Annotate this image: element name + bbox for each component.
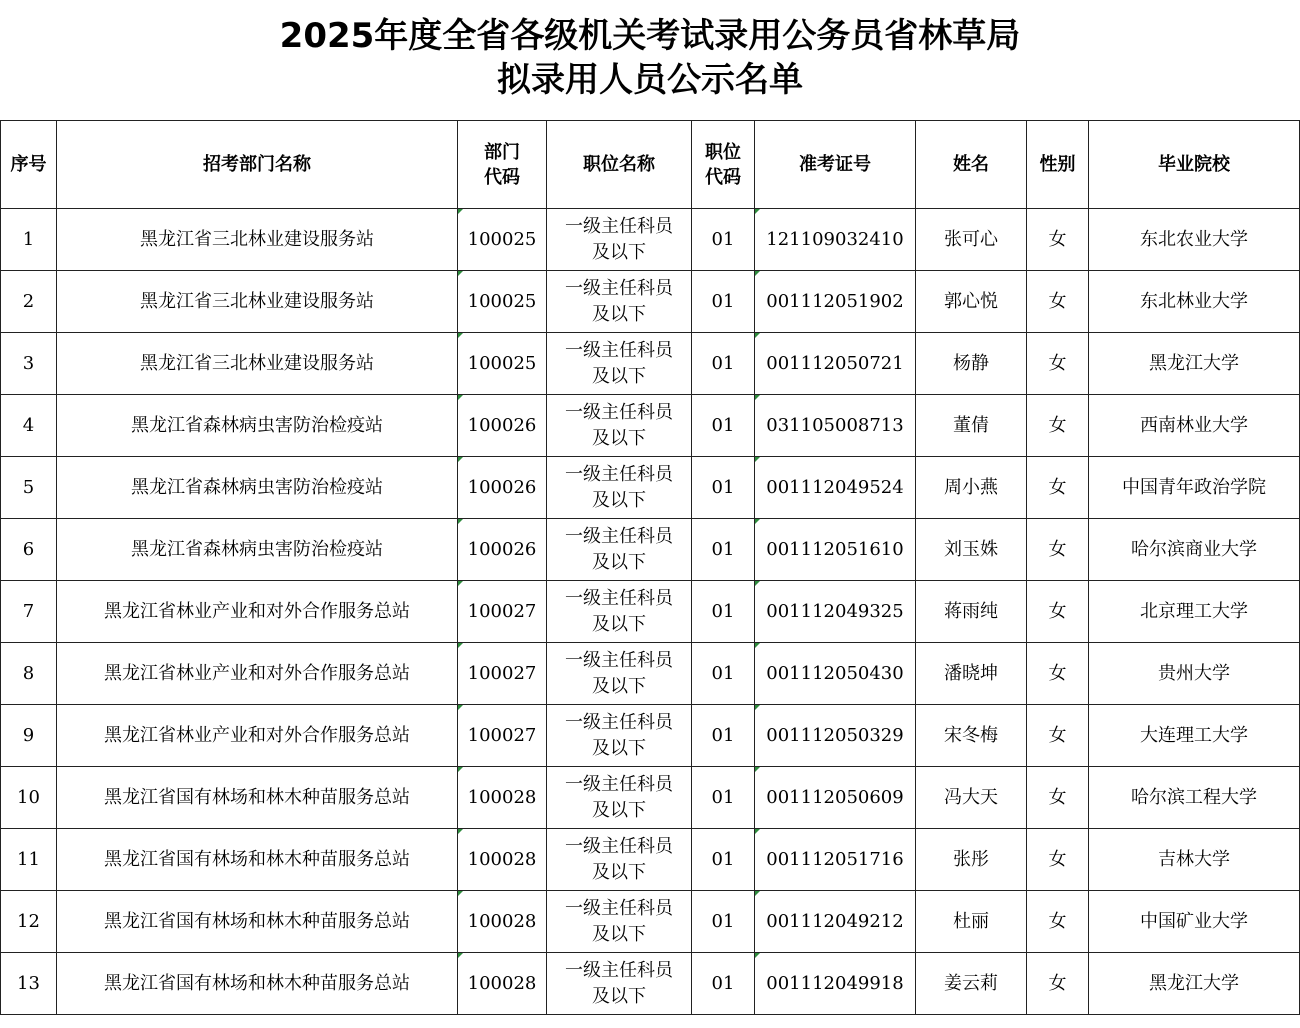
cell-name: 周小燕 [916,457,1027,519]
cell-position-code: 01 [692,333,755,395]
cell-school: 东北林业大学 [1089,271,1300,333]
cell-exam-no: 001112051902 [755,271,916,333]
cell-gender: 女 [1027,953,1089,1015]
cell-exam-no: 001112049212 [755,891,916,953]
cell-position-name [547,209,692,271]
cell-name: 杜丽 [916,891,1027,953]
cell-dept-code: 100027 [458,643,547,705]
position-name-text: 一级主任科员及以下 [565,215,673,263]
cell-gender: 女 [1027,395,1089,457]
cell-gender: 女 [1027,767,1089,829]
cell-position-code: 01 [692,705,755,767]
cell-dept-name: 黑龙江省三北林业建设服务站 [57,271,458,333]
cell-exam-no: 001112051610 [755,519,916,581]
cell-gender: 女 [1027,581,1089,643]
cell-position-code: 01 [692,891,755,953]
cell-position-code: 01 [692,519,755,581]
cell-position-code: 01 [692,395,755,457]
cell-gender: 女 [1027,829,1089,891]
cell-dept-code: 100027 [458,581,547,643]
cell-exam-no: 121109032410 [755,209,916,271]
cell-dept-code: 100027 [458,705,547,767]
position-name-text: 一级主任科员及以下 [565,959,673,1007]
cell-exam-no: 001112050609 [755,767,916,829]
cell-gender: 女 [1027,209,1089,271]
cell-dept-name: 黑龙江省三北林业建设服务站 [57,209,458,271]
cell-position-code: 01 [692,767,755,829]
title-line-2: 拟录用人员公示名单 [497,60,803,100]
cell-gender: 女 [1027,519,1089,581]
cell-seq: 1 [1,209,57,271]
cell-school: 黑龙江大学 [1089,953,1300,1015]
table-row [1,519,1300,581]
position-name-text: 一级主任科员及以下 [565,277,673,325]
cell-seq: 9 [1,705,57,767]
cell-school: 中国矿业大学 [1089,891,1300,953]
header-position-name: 职位名称 [547,121,692,209]
table-row [1,209,1300,271]
cell-dept-code: 100025 [458,333,547,395]
cell-seq: 5 [1,457,57,519]
cell-dept-name: 黑龙江省国有林场和林木种苗服务总站 [57,891,458,953]
cell-dept-name: 黑龙江省森林病虫害防治检疫站 [57,519,458,581]
cell-position-name [547,829,692,891]
header-position-code [692,121,755,209]
title-line-1: 2025年度全省各级机关考试录用公务员省林草局 [279,16,1021,56]
header-exam-no: 准考证号 [755,121,916,209]
cell-position-code: 01 [692,271,755,333]
cell-name: 潘晓坤 [916,643,1027,705]
cell-dept-code: 100028 [458,891,547,953]
cell-name: 张彤 [916,829,1027,891]
document-title [0,0,1300,120]
cell-position-name [547,519,692,581]
cell-dept-name: 黑龙江省林业产业和对外合作服务总站 [57,581,458,643]
cell-dept-name: 黑龙江省森林病虫害防治检疫站 [57,457,458,519]
position-name-text: 一级主任科员及以下 [565,773,673,821]
table-row [1,643,1300,705]
cell-seq: 3 [1,333,57,395]
cell-position-code: 01 [692,209,755,271]
cell-position-code: 01 [692,953,755,1015]
cell-seq: 8 [1,643,57,705]
table-row [1,271,1300,333]
cell-seq: 4 [1,395,57,457]
position-name-text: 一级主任科员及以下 [565,525,673,573]
cell-name: 蒋雨纯 [916,581,1027,643]
cell-dept-name: 黑龙江省林业产业和对外合作服务总站 [57,643,458,705]
cell-exam-no: 001112050721 [755,333,916,395]
cell-gender: 女 [1027,705,1089,767]
table-row [1,705,1300,767]
cell-dept-code: 100028 [458,953,547,1015]
cell-seq: 2 [1,271,57,333]
cell-name: 杨静 [916,333,1027,395]
cell-position-name [547,891,692,953]
cell-exam-no: 001112050430 [755,643,916,705]
cell-position-code: 01 [692,643,755,705]
cell-exam-no: 001112051716 [755,829,916,891]
cell-school: 吉林大学 [1089,829,1300,891]
header-dept-code [458,121,547,209]
cell-seq: 7 [1,581,57,643]
table-row [1,457,1300,519]
cell-seq: 12 [1,891,57,953]
cell-dept-code: 100028 [458,829,547,891]
header-dept-name: 招考部门名称 [57,121,458,209]
cell-gender: 女 [1027,271,1089,333]
cell-dept-name: 黑龙江省森林病虫害防治检疫站 [57,395,458,457]
cell-gender: 女 [1027,457,1089,519]
cell-gender: 女 [1027,333,1089,395]
cell-dept-code: 100025 [458,209,547,271]
cell-dept-name: 黑龙江省国有林场和林木种苗服务总站 [57,829,458,891]
cell-school: 哈尔滨商业大学 [1089,519,1300,581]
cell-name: 张可心 [916,209,1027,271]
cell-position-name [547,333,692,395]
cell-name: 郭心悦 [916,271,1027,333]
cell-exam-no: 001112049918 [755,953,916,1015]
cell-dept-code: 100026 [458,457,547,519]
header-name: 姓名 [916,121,1027,209]
cell-position-name [547,395,692,457]
cell-position-name [547,705,692,767]
cell-seq: 13 [1,953,57,1015]
cell-school: 哈尔滨工程大学 [1089,767,1300,829]
table-row [1,395,1300,457]
cell-name: 刘玉姝 [916,519,1027,581]
cell-exam-no: 001112049524 [755,457,916,519]
cell-dept-name: 黑龙江省林业产业和对外合作服务总站 [57,705,458,767]
header-gender: 性别 [1027,121,1089,209]
header-seq: 序号 [1,121,57,209]
cell-exam-no: 001112049325 [755,581,916,643]
cell-school: 黑龙江大学 [1089,333,1300,395]
table-row [1,829,1300,891]
cell-position-code: 01 [692,457,755,519]
cell-name: 冯大天 [916,767,1027,829]
position-name-text: 一级主任科员及以下 [565,649,673,697]
table-row [1,581,1300,643]
cell-dept-code: 100026 [458,395,547,457]
cell-gender: 女 [1027,891,1089,953]
position-name-text: 一级主任科员及以下 [565,339,673,387]
cell-exam-no: 031105008713 [755,395,916,457]
cell-position-name [547,767,692,829]
header-row [1,121,1300,209]
cell-position-name [547,953,692,1015]
position-name-text: 一级主任科员及以下 [565,401,673,449]
table-row [1,891,1300,953]
cell-seq: 10 [1,767,57,829]
position-name-text: 一级主任科员及以下 [565,463,673,511]
cell-school: 贵州大学 [1089,643,1300,705]
cell-position-name [547,581,692,643]
cell-school: 大连理工大学 [1089,705,1300,767]
cell-seq: 11 [1,829,57,891]
position-name-text: 一级主任科员及以下 [565,897,673,945]
cell-name: 董倩 [916,395,1027,457]
cell-dept-code: 100026 [458,519,547,581]
cell-school: 东北农业大学 [1089,209,1300,271]
cell-dept-name: 黑龙江省国有林场和林木种苗服务总站 [57,767,458,829]
cell-school: 中国青年政治学院 [1089,457,1300,519]
cell-position-name [547,271,692,333]
cell-school: 北京理工大学 [1089,581,1300,643]
cell-seq: 6 [1,519,57,581]
cell-position-name [547,457,692,519]
cell-position-code: 01 [692,829,755,891]
cell-dept-name: 黑龙江省三北林业建设服务站 [57,333,458,395]
cell-position-code: 01 [692,581,755,643]
cell-exam-no: 001112050329 [755,705,916,767]
cell-gender: 女 [1027,643,1089,705]
roster-body [1,209,1300,1015]
cell-position-name [547,643,692,705]
header-school: 毕业院校 [1089,121,1300,209]
cell-name: 姜云莉 [916,953,1027,1015]
position-name-text: 一级主任科员及以下 [565,835,673,883]
roster-table [0,120,1300,1015]
position-name-text: 一级主任科员及以下 [565,587,673,635]
header-position-code-label: 职位代码 [705,141,741,188]
table-row [1,333,1300,395]
position-name-text: 一级主任科员及以下 [565,711,673,759]
cell-school: 西南林业大学 [1089,395,1300,457]
cell-dept-code: 100025 [458,271,547,333]
cell-name: 宋冬梅 [916,705,1027,767]
table-row [1,953,1300,1015]
table-row [1,767,1300,829]
header-dept-code-label: 部门代码 [484,141,520,188]
cell-dept-code: 100028 [458,767,547,829]
cell-dept-name: 黑龙江省国有林场和林木种苗服务总站 [57,953,458,1015]
